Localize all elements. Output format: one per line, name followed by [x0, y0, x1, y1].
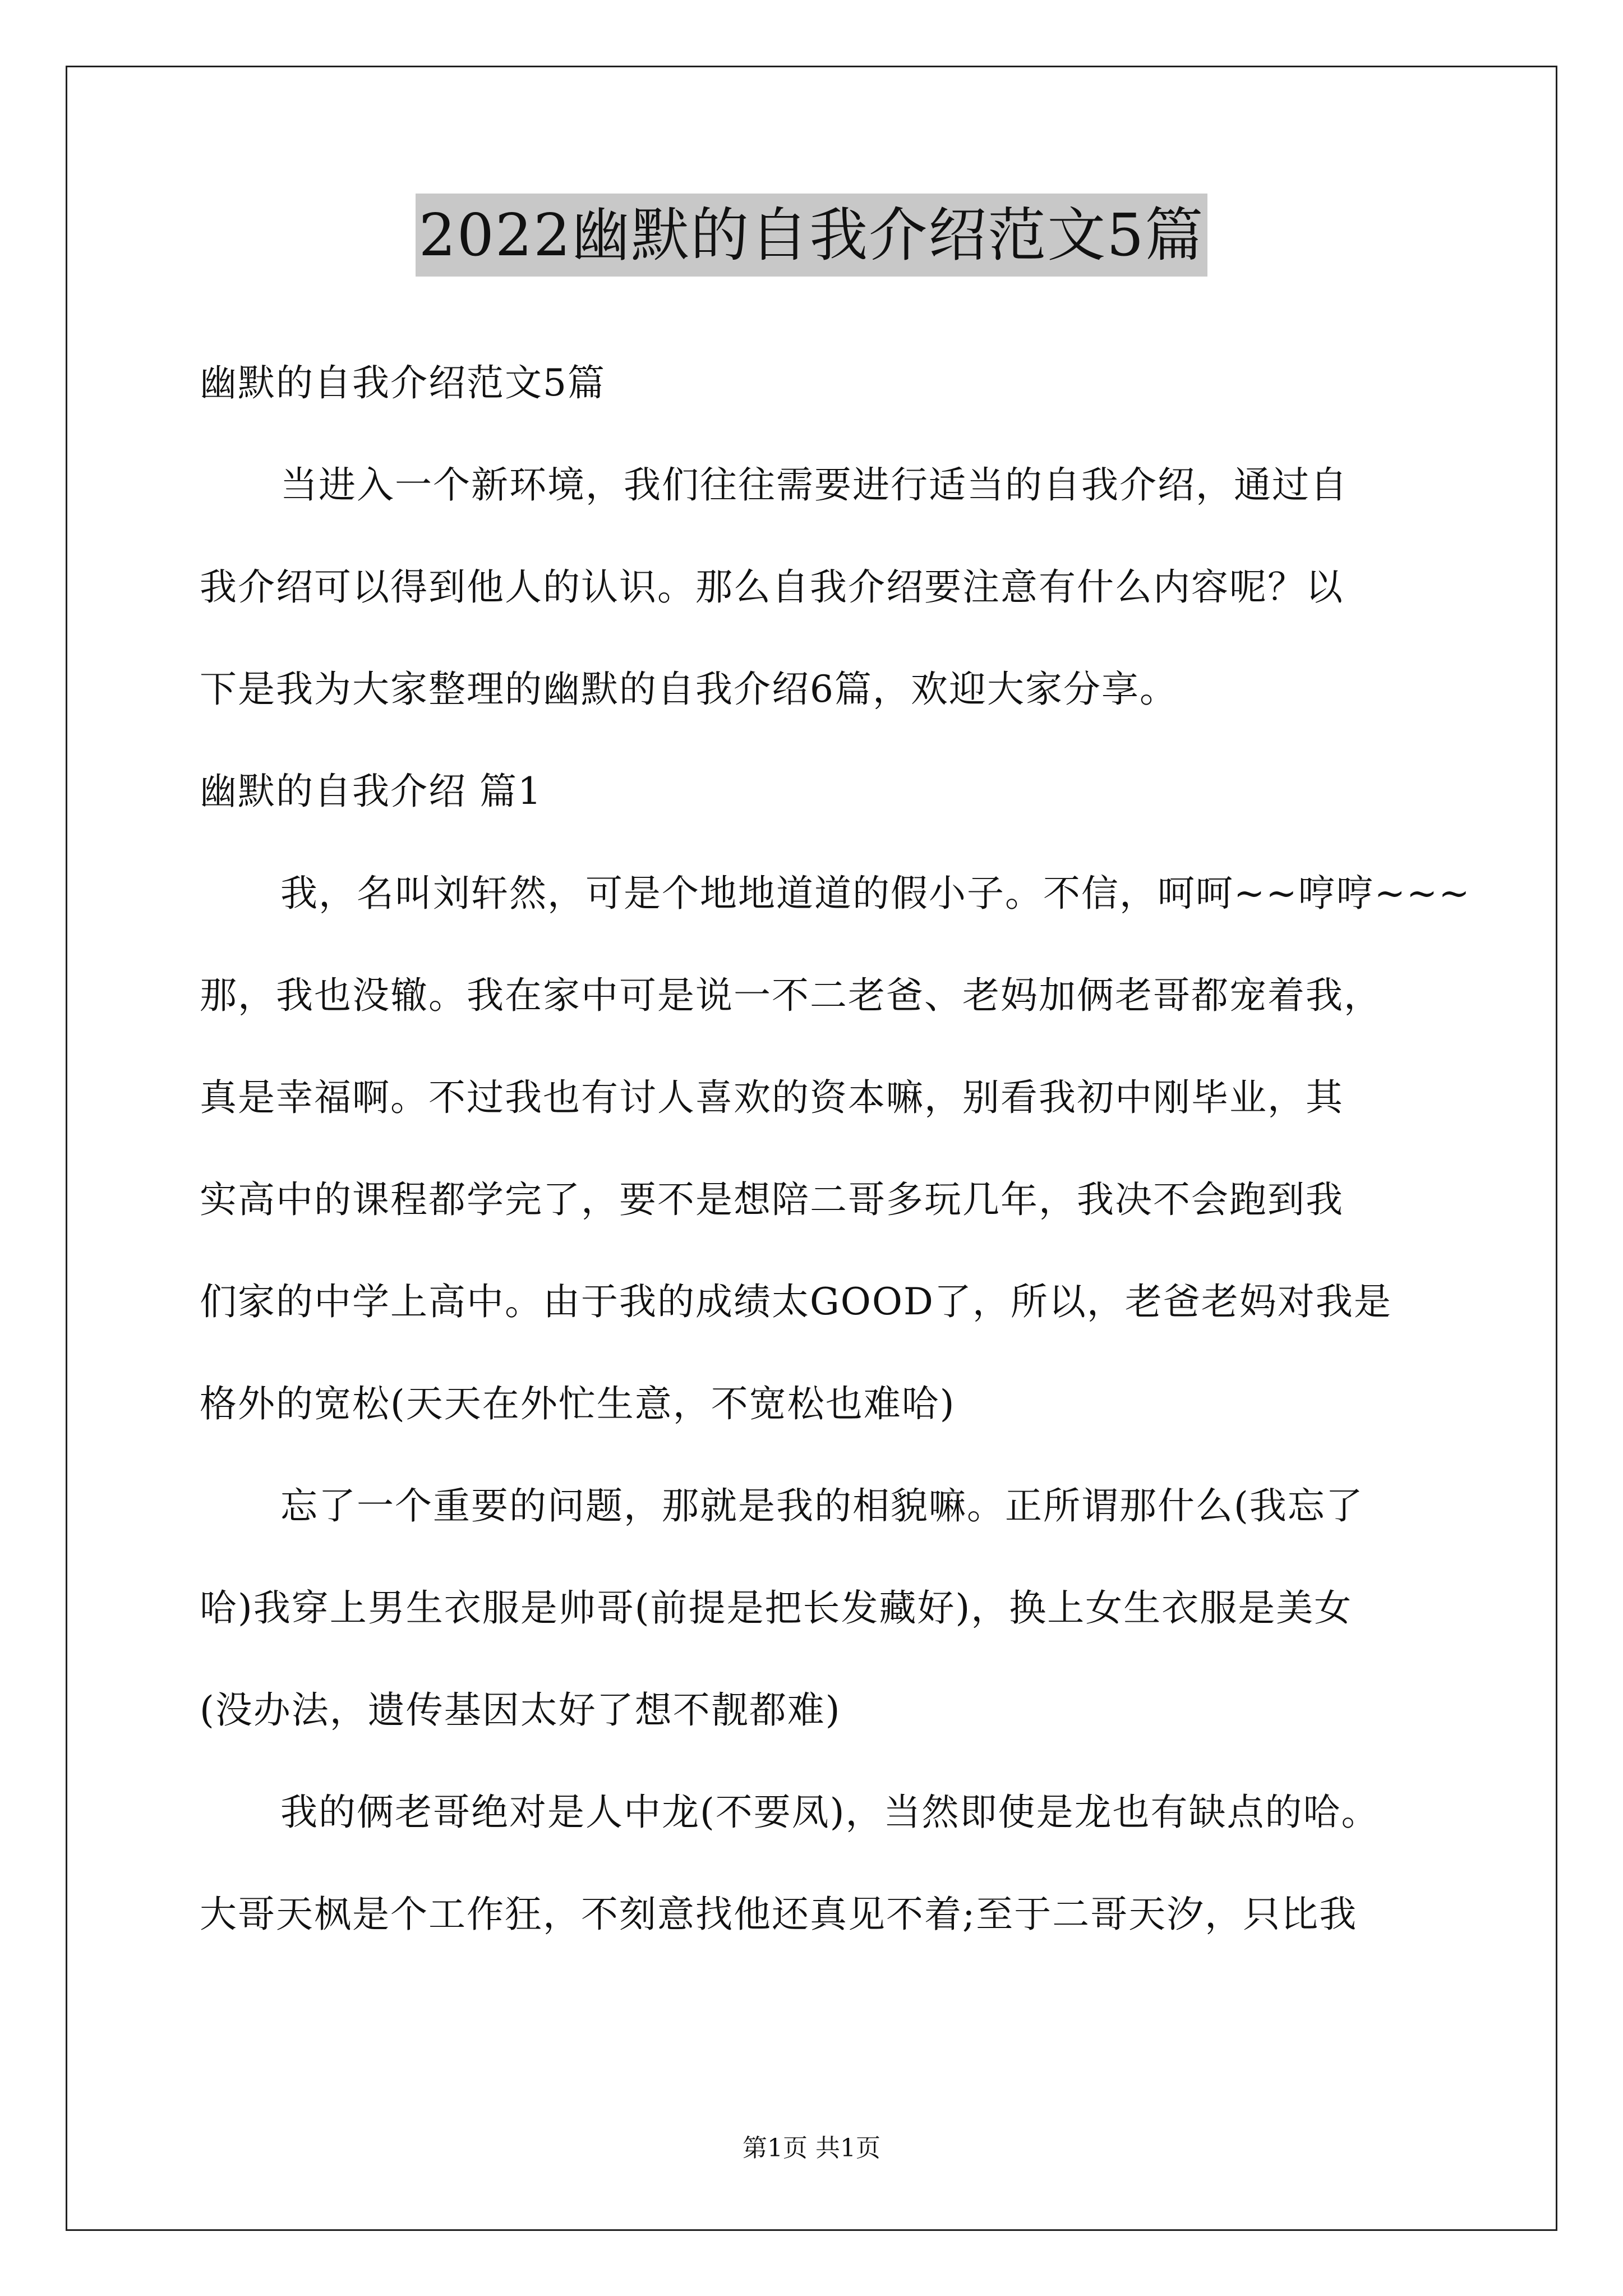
paragraph-line: 我，名叫刘轩然，可是个地地道道的假小子。不信，呵呵~~哼哼~~~ — [280, 872, 1471, 915]
paragraph-line: 我介绍可以得到他人的认识。那么自我介绍要注意有什么内容呢？以 — [200, 565, 1344, 609]
section-heading: 幽默的自我介绍 篇1 — [200, 770, 542, 813]
paragraph-line: 那，我也没辙。我在家中可是说一不二老爸、老妈加俩老哥都宠着我， — [200, 974, 1382, 1017]
paragraph-line: 格外的宽松(天天在外忙生意，不宽松也难哈) — [200, 1382, 956, 1425]
paragraph-line: 下是我为大家整理的幽默的自我介绍6篇，欢迎大家分享。 — [200, 668, 1178, 711]
paragraph-line: 真是幸福啊。不过我也有讨人喜欢的资本嘛，别看我初中刚毕业，其 — [200, 1076, 1344, 1119]
title-container — [0, 194, 1623, 277]
page-footer: 第1页 共1页 — [743, 2134, 880, 2162]
paragraph-line: 们家的中学上高中。由于我的成绩太GOOD了，所以，老爸老妈对我是 — [200, 1280, 1392, 1323]
subtitle-line: 幽默的自我介绍范文5篇 — [200, 361, 606, 404]
paragraph-line: 大哥天枫是个工作狂，不刻意找他还真见不着;至于二哥天汐，只比我 — [200, 1893, 1358, 1936]
paragraph-line: 哈)我穿上男生衣服是帅哥(前提是把长发藏好)，换上女生衣服是美女 — [200, 1586, 1353, 1630]
paragraph-line: 实高中的课程都学完了，要不是想陪二哥多玩几年，我决不会跑到我 — [200, 1178, 1344, 1221]
paragraph-line: 当进入一个新环境，我们往往需要进行适当的自我介绍，通过自 — [280, 463, 1348, 507]
paragraph-line: 我的俩老哥绝对是人中龙(不要凤)，当然即使是龙也有缺点的哈。 — [280, 1791, 1380, 1834]
paragraph-line: (没办法，遗传基因太好了想不靓都难) — [200, 1688, 841, 1732]
paragraph-line: 忘了一个重要的问题，那就是我的相貌嘛。正所谓那什么(我忘了 — [280, 1484, 1364, 1527]
document-title: 2022幽默的自我介绍范文5篇 — [416, 194, 1208, 277]
